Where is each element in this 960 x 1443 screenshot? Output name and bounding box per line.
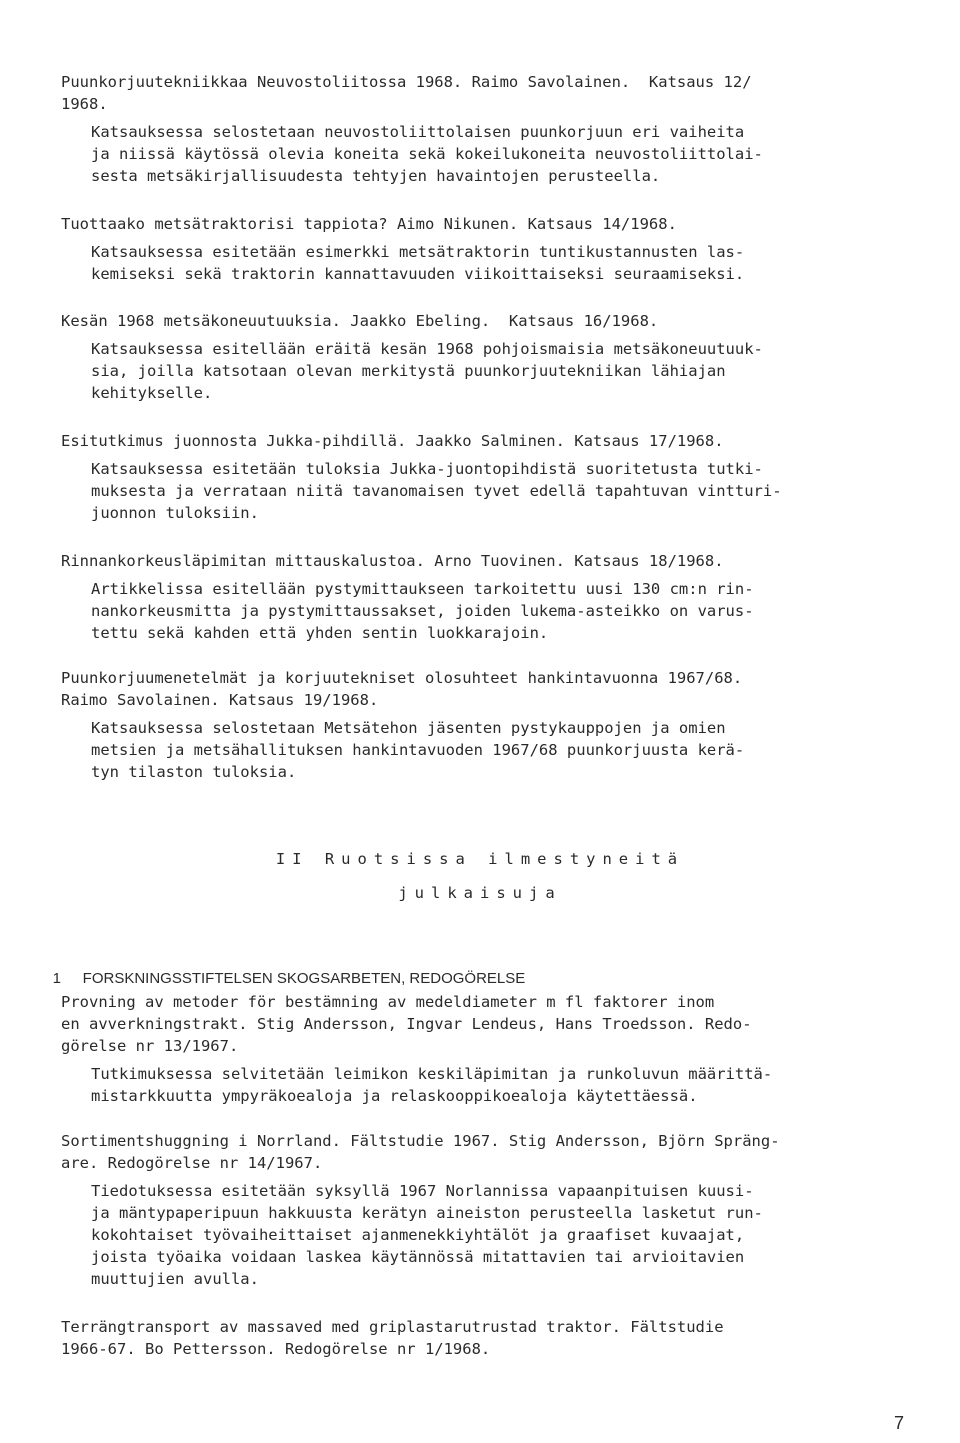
entry-summary: Katsauksessa esitellään eräitä kesän 1968 pohjoismaisia metsäkoneuutuuk- sia, joilla katsotaan olevan merkitystä puunkorjuutekniikan lähiajan kehitykselle.	[91, 340, 763, 402]
heading-number: 1	[52, 970, 62, 987]
entry-3	[61, 310, 881, 404]
entry-title: Kesän 1968 metsäkoneuutuuksia. Jaakko Ebeling. Katsaus 16/1968.	[61, 312, 659, 330]
entry-4	[61, 430, 881, 524]
entry-summary: Artikkelissa esitellään pystymittaukseen tarkoitettu uusi 130 cm:n rin- nankorkeusmitta ja pystymittaussakset, joiden lukema-asteikko on varus- tettu sekä kahden että yhden sentin luokkarajoin.	[91, 580, 754, 642]
entry-title: Terrängtransport av massaved med griplastarutrustad traktor. Fältstudie 1966-67. Bo Pettersson. Redogörelse nr 1/1968.	[61, 1318, 724, 1358]
entry-title: Rinnankorkeusläpimitan mittauskalustoa. Arno Tuovinen. Katsaus 18/1968.	[61, 552, 724, 570]
entry-summary: Katsauksessa esitetään esimerkki metsätraktorin tuntikustannusten las- kemiseksi sekä traktorin kannattavuuden viikoittaiseksi seuraamiseksi.	[91, 243, 745, 283]
entry-title: Esitutkimus juonnosta Jukka-pihdillä. Jaakko Salminen. Katsaus 17/1968.	[61, 432, 724, 450]
entry-summary: Tiedotuksessa esitetään syksyllä 1967 Norlannissa vapaanpituisen kuusi- ja mäntypaperipuun hakkuusta kerätyn aineiston perusteella lasketut run- kokohtaiset työvaiheittaiset ajanmenekkiyhtälöt ja graafiset kuvaajat, joista työaika voidaan laskea käytännössä mitattavien tai arvioitavien muuttujien avulla.	[91, 1182, 763, 1288]
section-heading-line1: II Ruotsissa ilmestyneitä	[275, 850, 685, 868]
entry-summary: Tutkimuksessa selvitetään leimikon keskiläpimitan ja runkoluvun määrittä- mistarkkuutta ympyräkoealoja ja relaskooppikoealoja käytettäessä.	[91, 1065, 773, 1105]
entry-summary: Katsauksessa esitetään tuloksia Jukka-juontopihdistä suoritetusta tutki- muksesta ja verrataan niitä tavanomaisen tyvet edellä tapahtuvan vintturi- juonnon tuloksiin.	[91, 460, 782, 522]
entry-title: Provning av metoder för bestämning av medeldiameter m fl faktorer inom en avverkningstrakt. Stig Andersson, Ingvar Lendeus, Hans Troedsson. Redo- görelse nr 13/1967.	[61, 993, 752, 1055]
page-number: 7	[894, 1413, 905, 1433]
entry-title: Sortimentshuggning i Norrland. Fältstudie 1967. Stig Andersson, Björn Spräng- are. Redogörelse nr 14/1967.	[61, 1132, 780, 1172]
section-heading-line2: julkaisuja	[398, 884, 562, 902]
entry-9	[61, 1316, 881, 1360]
entry-7	[61, 991, 881, 1107]
entry-6	[61, 667, 881, 783]
entry-5	[61, 550, 881, 644]
entry-1	[61, 71, 881, 187]
entry-8	[61, 1130, 881, 1290]
entry-2	[61, 213, 881, 285]
entry-title: Tuottaako metsätraktorisi tappiota? Aimo Nikunen. Katsaus 14/1968.	[61, 215, 677, 233]
entry-summary: Katsauksessa selostetaan Metsätehon jäsenten pystykauppojen ja omien metsien ja metsähallituksen hankintavuoden 1967/68 puunkorjuusta kerä- tyn tilaston tuloksia.	[91, 719, 745, 781]
entry-summary: Katsauksessa selostetaan neuvostoliittolaisen puunkorjuun eri vaiheita ja niissä käytössä olevia koneita sekä kokeilukoneita neuvostoliittolai- sesta metsäkirjallisuudesta tehtyjen havaintojen perusteella.	[91, 123, 763, 185]
heading-text: FORSKNINGSSTIFTELSEN SKOGSARBETEN, REDOGÖRELSE	[82, 970, 526, 987]
entry-title: Puunkorjuutekniikkaa Neuvostoliitossa 1968. Raimo Savolainen. Katsaus 12/ 1968.	[61, 73, 752, 113]
entry-title: Puunkorjuumenetelmät ja korjuutekniset olosuhteet hankintavuonna 1967/68. Raimo Savolainen. Katsaus 19/1968.	[61, 669, 743, 709]
